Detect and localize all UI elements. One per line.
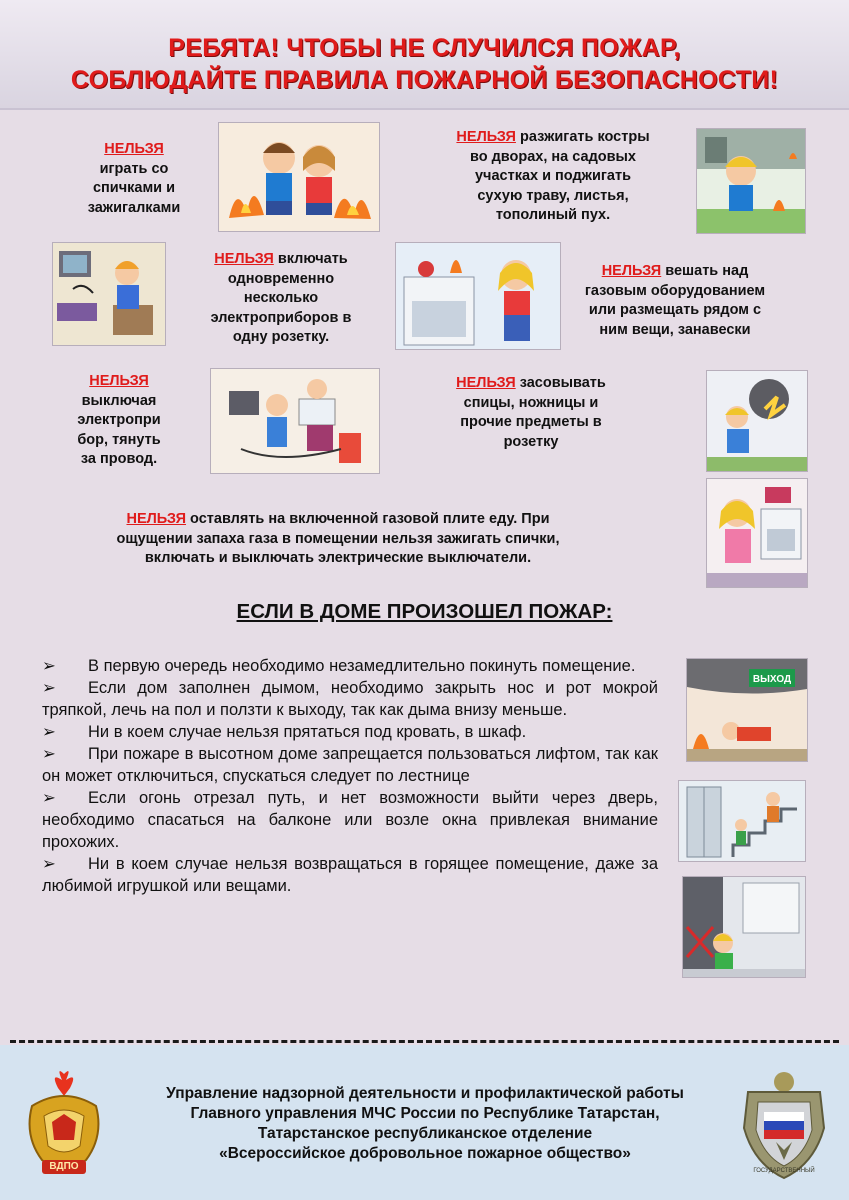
fire-service-emblem-text: ГОСУДАРСТВЕННЫЙ (753, 1168, 815, 1174)
rule-text: включать и выключать электрические выключатели. (144, 550, 532, 566)
rule-text: электропри (77, 412, 161, 428)
page-title-line-2: СОБЛЮДАЙТЕ ПРАВИЛА ПОЖАРНОЙ БЕЗОПАСНОСТИ! (70, 66, 779, 94)
vdpo-emblem-text: ВДПО (49, 1161, 79, 1172)
socket-sparks-illustration (706, 370, 808, 472)
rule-multiple-appliances (195, 250, 367, 348)
rule-text: во дворах, на садовых (469, 148, 636, 165)
boy-burning-grass-illustration (696, 128, 806, 234)
bullet-arrow-icon: ➢ (42, 723, 56, 741)
rule-text: сухую траву, листья, (477, 187, 629, 204)
rule-bonfires (438, 128, 668, 226)
page-title-line-1: РЕБЯТА! ЧТОБЫ НЕ СЛУЧИЛСЯ ПОЖАР, (168, 34, 681, 62)
rule-warning-word: НЕЛЬЗЯ (89, 373, 149, 389)
rule-warning-word: НЕЛЬЗЯ (456, 129, 516, 145)
vdpo-emblem-icon (22, 1066, 106, 1180)
rule-pull-cord (64, 372, 174, 470)
rule-text: несколько (243, 290, 319, 306)
rule-warning-word: НЕЛЬЗЯ (601, 263, 662, 279)
rule-text: розетку (503, 433, 559, 450)
list-item: ➢ Если дом заполнен дымом, необходимо закрыть нос и рот мокрой тряпкой, лечь на пол и ползти к выходу, так как дыма внизу меньше. (42, 679, 658, 719)
bullet-arrow-icon: ➢ (42, 657, 56, 675)
rule-text: одновременно (227, 270, 335, 287)
rule-text: зажигалками (87, 199, 181, 216)
children-with-matches-illustration (218, 122, 380, 232)
list-item: ➢ Ни в коем случае нельзя прятаться под кровать, в шкаф. (42, 723, 527, 741)
rule-text: спичками и (92, 180, 176, 196)
rule-gas-stove-food (78, 510, 598, 569)
rule-text: газовым оборудованием (584, 282, 766, 299)
rule-text: электроприборов в (210, 309, 352, 326)
rule-text: прочие предметы в (460, 414, 602, 430)
fire-service-emblem-icon (740, 1068, 828, 1182)
organization-info (110, 1084, 740, 1164)
rule-text: включать (273, 251, 348, 267)
fire-instructions-list (42, 655, 658, 897)
rule-text: бор, тянуть (77, 431, 161, 448)
bullet-arrow-icon: ➢ (42, 679, 56, 697)
organization-line: Главного управления МЧС России по Республике Татарстан, (190, 1105, 660, 1122)
rule-text: участках и поджигать (474, 168, 631, 184)
overloaded-socket-illustration (52, 242, 166, 346)
rule-text: за провод. (80, 451, 158, 467)
stairs-not-elevator-illustration (678, 780, 806, 862)
rule-gas-equipment (566, 262, 784, 340)
rule-warning-word: НЕЛЬЗЯ (104, 141, 164, 157)
pulling-cord-illustration (210, 368, 380, 474)
rule-text: одну розетку. (232, 329, 330, 345)
window-rescue-illustration (682, 876, 806, 978)
organization-line: Татарстанское республиканское отделение (257, 1125, 593, 1142)
rule-objects-in-socket (436, 374, 626, 452)
rule-text: оставлять на включенной газовой плите еду. При (186, 511, 550, 527)
rule-text: играть со (99, 160, 169, 177)
rule-warning-word: НЕЛЬЗЯ (456, 375, 516, 391)
rule-warning-word: НЕЛЬЗЯ (214, 251, 274, 267)
rule-text: ним вещи, занавески (599, 321, 751, 338)
bullet-arrow-icon: ➢ (42, 855, 56, 873)
section-heading: ЕСЛИ В ДОМЕ ПРОИЗОШЕЛ ПОЖАР: (236, 600, 613, 623)
bullet-arrow-icon: ➢ (42, 745, 56, 763)
organization-line: «Всероссийское добровольное пожарное общество» (219, 1145, 631, 1162)
crawling-to-exit-illustration (686, 658, 808, 762)
organization-line: Управление надзорной деятельности и профилактической работы (166, 1085, 684, 1102)
rule-text: спицы, ножницы и (463, 394, 599, 411)
rule-text: или размещать рядом с (588, 302, 762, 318)
rule-text: разжигать костры (515, 129, 650, 145)
bullet-arrow-icon: ➢ (42, 789, 56, 807)
rule-text: вешать над (661, 263, 749, 279)
dashed-divider (10, 1040, 839, 1043)
rule-text: ощущении запаха газа в помещении нельзя зажигать спички, (116, 530, 560, 547)
list-item: ➢ Ни в коем случае нельзя возвращаться в горящее помещение, даже за любимой игрушкой или вещами. (42, 855, 658, 895)
girl-at-gas-stove-illustration (395, 242, 561, 350)
rule-matches (64, 140, 204, 218)
exit-sign-text: ВЫХОД (752, 674, 792, 685)
rule-text: тополиный пух. (495, 207, 611, 223)
list-item: ➢ Если огонь отрезал путь, и нет возможности выйти через дверь, необходимо спасаться на балконе или возле окна привлекая внимание прохожих. (42, 789, 658, 851)
girl-gas-smell-illustration (706, 478, 808, 588)
rule-text: засовывать (515, 375, 606, 391)
list-item: ➢ При пожаре в высотном доме запрещается пользоваться лифтом, так как он может отключиться, спускаться следует по лестнице (42, 745, 658, 785)
list-item: ➢ В первую очередь необходимо незамедлительно покинуть помещение. (42, 657, 636, 675)
rule-text: выключая (81, 392, 157, 409)
rule-warning-word: НЕЛЬЗЯ (126, 511, 187, 527)
